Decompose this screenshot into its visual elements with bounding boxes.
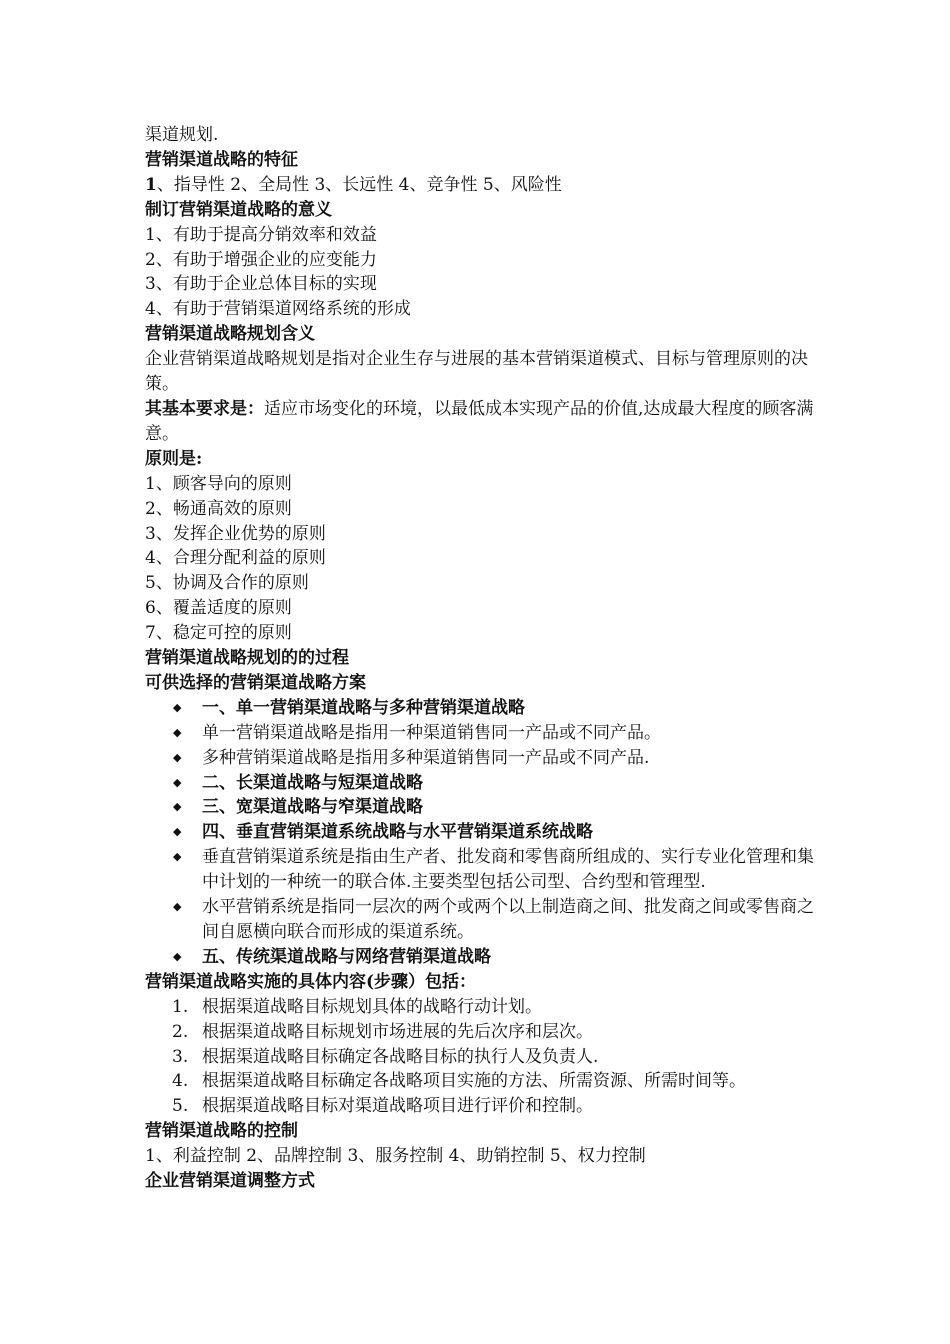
- bullet-text: 多种营销渠道战略是指用多种渠道销售同一产品或不同产品.: [202, 747, 650, 768]
- principle-item: 4、合理分配利益的原则: [145, 548, 326, 569]
- heading-characteristics: 营销渠道战略的特征: [145, 149, 298, 170]
- diamond-bullet-icon: ◆: [173, 775, 182, 789]
- bullet-item: [145, 945, 815, 970]
- step-text: 根据渠道战略目标对渠道战略项目进行评价和控制。: [202, 1096, 593, 1117]
- principle-item: 2、畅通高效的原则: [145, 498, 292, 519]
- basic-requirement-text: 适应市场变化的环境，以最低成本实现产品的价值,达成最大程度的顾客满意。: [145, 398, 814, 444]
- characteristics-first-number: 1: [145, 174, 157, 195]
- bullet-text: 五、传统渠道战略与网络营销渠道战略: [202, 946, 491, 967]
- step-text: 根据渠道战略目标确定各战略目标的执行人及负责人.: [202, 1046, 599, 1067]
- diamond-bullet-icon: ◆: [173, 900, 182, 914]
- significance-item: 2、有助于增强企业的应变能力: [145, 249, 377, 270]
- step-text: 根据渠道战略目标规划市场进展的先后次序和层次。: [202, 1021, 593, 1042]
- bullet-text: 单一营销渠道战略是指用一种渠道销售同一产品或不同产品。: [202, 722, 661, 743]
- bullet-item: [145, 721, 815, 746]
- bullet-text: 二、长渠道战略与短渠道战略: [202, 772, 423, 793]
- principle-item: 1、顾客导向的原则: [145, 473, 292, 494]
- heading-significance: 制订营销渠道战略的意义: [145, 199, 332, 220]
- step-text: 根据渠道战略目标规划具体的战略行动计划。: [202, 996, 542, 1017]
- step-number: 1.: [172, 996, 189, 1017]
- diamond-bullet-icon: ◆: [173, 825, 182, 839]
- heading-adjustment-methods: 企业营销渠道调整方式: [145, 1171, 315, 1192]
- heading-implementation-steps: 营销渠道战略实施的具体内容(步骤）包括：: [145, 971, 477, 992]
- diamond-bullet-icon: ◆: [173, 800, 182, 814]
- basic-requirement-label: 其基本要求是：: [145, 398, 264, 419]
- step-item: [145, 1094, 815, 1119]
- bullet-item: [145, 795, 815, 820]
- control-items: 1、利益控制 2、品牌控制 3、服务控制 4、助销控制 5、权力控制: [145, 1146, 646, 1167]
- diamond-bullet-icon: ◆: [173, 850, 182, 864]
- significance-item: 1、有助于提高分销效率和效益: [145, 224, 377, 245]
- step-number: 5.: [172, 1096, 189, 1117]
- step-item: [145, 1020, 815, 1045]
- intro-text: 渠道规划.: [145, 125, 219, 145]
- principles-label: 原则是:: [145, 448, 203, 469]
- diamond-bullet-icon: ◆: [173, 700, 182, 714]
- principle-item: 6、覆盖适度的原则: [145, 598, 292, 619]
- bullet-item: [145, 746, 815, 771]
- step-number: 3.: [172, 1046, 189, 1067]
- bullet-item: [145, 895, 815, 945]
- bullet-item: [145, 820, 815, 845]
- basic-requirement: [145, 397, 815, 447]
- principle-item: 7、稳定可控的原则: [145, 623, 292, 644]
- step-item: [145, 995, 815, 1020]
- document-body: [145, 123, 815, 1194]
- heading-strategy-options: 可供选择的营销渠道战略方案: [145, 672, 366, 693]
- significance-item: 4、有助于营销渠道网络系统的形成: [145, 299, 411, 320]
- bullet-text: 垂直营销渠道系统是指由生产者、批发商和零售商所组成的、实行专业化管理和集中计划的一种统一的联合体.主要类型包括公司型、合约型和管理型.: [202, 847, 814, 893]
- step-text: 根据渠道战略目标确定各战略项目实施的方法、所需资源、所需时间等。: [202, 1071, 746, 1092]
- characteristics-items: 、指导性 2、全局性 3、长远性 4、竞争性 5、风险性: [156, 174, 562, 195]
- heading-planning-process: 营销渠道战略规划的的过程: [145, 648, 349, 669]
- heading-planning-meaning: 营销渠道战略规划含义: [145, 324, 315, 345]
- bullet-item: [145, 696, 815, 721]
- step-number: 2.: [172, 1021, 189, 1042]
- step-item: [145, 1069, 815, 1094]
- characteristics-list: [145, 173, 815, 198]
- significance-item: 3、有助于企业总体目标的实现: [145, 274, 377, 295]
- diamond-bullet-icon: ◆: [173, 750, 182, 764]
- diamond-bullet-icon: ◆: [173, 725, 182, 739]
- heading-channel-control: 营销渠道战略的控制: [145, 1121, 298, 1142]
- step-item: [145, 1045, 815, 1070]
- planning-definition: 企业营销渠道战略规划是指对企业生存与进展的基本营销渠道模式、目标与管理原则的决策。: [145, 349, 808, 395]
- bullet-text: 水平营销系统是指同一层次的两个或两个以上制造商之间、批发商之间或零售商之间自愿横向联合而形成的渠道系统。: [202, 897, 814, 942]
- bullet-item: [145, 845, 815, 895]
- bullet-item: [145, 771, 815, 796]
- step-number: 4.: [172, 1071, 189, 1092]
- diamond-bullet-icon: ◆: [173, 949, 182, 963]
- bullet-text: 一、单一营销渠道战略与多种营销渠道战略: [202, 697, 525, 718]
- principle-item: 3、发挥企业优势的原则: [145, 523, 326, 544]
- principle-item: 5、协调及合作的原则: [145, 573, 309, 594]
- bullet-text: 四、垂直营销渠道系统战略与水平营销渠道系统战略: [202, 822, 593, 843]
- bullet-text: 三、宽渠道战略与窄渠道战略: [202, 797, 423, 818]
